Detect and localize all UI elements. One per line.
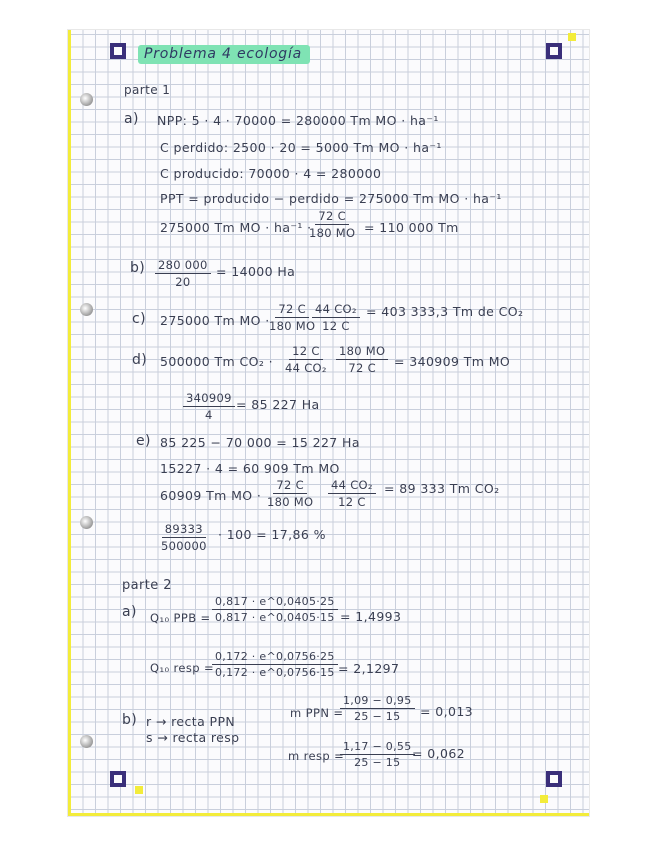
section-heading-parte2: parte 2	[122, 578, 172, 593]
e-line1: 85 225 − 70 000 = 15 227 Ha	[160, 435, 360, 450]
c-fraction-1-den: 180 MO	[269, 319, 316, 333]
a-fraction-den: 180 MO	[309, 226, 356, 240]
m-ppn-den: 25 − 15	[354, 710, 401, 723]
d-fraction-3-den: 4	[205, 408, 213, 422]
e-fraction-1-den: 180 MO	[267, 495, 314, 509]
e-line2: 15227 · 4 = 60 909 Tm MO	[160, 461, 340, 476]
q10-ppb-label: Q₁₀ PPB =	[150, 611, 211, 625]
m-ppn-result: = 0,013	[420, 704, 474, 719]
item-label-d: d)	[132, 352, 148, 368]
b-result: = 14000 Ha	[216, 264, 296, 279]
q10-ppb-fraction	[212, 595, 338, 624]
b-fraction-num: 280 000	[155, 258, 211, 274]
m-ppn-label: m PPN =	[290, 706, 344, 720]
c-fraction-1	[266, 302, 318, 333]
c-prefix: 275000 Tm MO ·	[160, 313, 270, 328]
item-label-a: a)	[124, 111, 139, 127]
binder-hole-3	[80, 516, 93, 529]
a-fraction	[306, 209, 358, 240]
s-recta-resp: s → recta resp	[146, 730, 240, 745]
yellow-square-bottom-right	[540, 795, 548, 803]
m-resp-fraction	[340, 740, 415, 769]
m-ppn-fraction	[340, 694, 415, 723]
corner-mark-bottom-left	[110, 771, 126, 787]
m-resp-num: 1,17 − 0,55	[340, 740, 415, 755]
q10-ppb-den: 0,817 · e^0,0405·15	[215, 611, 335, 624]
npp-line: NPP: 5 · 4 · 70000 = 280000 Tm MO · ha⁻¹	[157, 113, 439, 128]
c-fraction-2-den: 12 C	[322, 319, 350, 333]
d-prefix: 500000 Tm CO₂ ·	[160, 354, 274, 369]
d-fraction-3	[183, 391, 235, 422]
b-fraction-den: 20	[175, 275, 191, 289]
r-recta-ppn: r → recta PPN	[146, 714, 236, 729]
e-result-2: · 100 = 17,86 %	[218, 527, 326, 542]
p2-item-label-a: a)	[122, 604, 137, 620]
item-label-b: b)	[130, 260, 146, 276]
page-title: Problema 4 ecología	[138, 45, 310, 64]
q10-resp-fraction	[212, 650, 338, 679]
c-result: = 403 333,3 Tm de CO₂	[366, 304, 524, 319]
d-fraction-1-den: 44 CO₂	[285, 361, 327, 375]
binder-hole-2	[80, 303, 93, 316]
d-fraction-3-num: 340909	[183, 391, 235, 407]
a-line5-prefix: 275000 Tm MO · ha⁻¹ ·	[160, 220, 312, 235]
e-fraction-2-den: 12 C	[338, 495, 366, 509]
c-fraction-2-num: 44 CO₂	[312, 302, 360, 318]
e-fraction-3-num: 89333	[162, 522, 206, 538]
a-line5-result: = 110 000 Tm	[364, 220, 459, 235]
q10-ppb-result: = 1,4993	[340, 609, 402, 624]
q10-resp-den: 0,172 · e^0,0756·15	[215, 666, 335, 679]
c-producido-line: C producido: 70000 · 4 = 280000	[160, 166, 382, 181]
ppt-line: PPT = producido − perdido = 275000 Tm MO · ha⁻¹	[160, 191, 502, 206]
corner-mark-bottom-right	[546, 771, 562, 787]
yellow-square-top-right	[568, 33, 576, 41]
corner-mark-top-right	[546, 43, 562, 59]
q10-resp-result: = 2,1297	[338, 661, 400, 676]
e-fraction-1	[264, 478, 316, 509]
section-heading-parte1: parte 1	[124, 83, 171, 97]
e-fraction-3	[158, 522, 210, 553]
q10-ppb-num: 0,817 · e^0,0405·25	[212, 595, 338, 610]
e-fraction-2	[328, 478, 376, 509]
binder-hole-1	[80, 93, 93, 106]
c-perdido-line: C perdido: 2500 · 20 = 5000 Tm MO · ha⁻¹	[160, 140, 442, 155]
c-fraction-2	[312, 302, 360, 333]
d-fraction-2-den: 72 C	[348, 361, 376, 375]
m-resp-result: = 0,062	[412, 746, 466, 761]
m-ppn-num: 1,09 − 0,95	[340, 694, 415, 709]
p2-item-label-b: b)	[122, 712, 138, 728]
e-fraction-3-den: 500000	[161, 539, 207, 553]
yellow-square-bottom-left	[135, 786, 143, 794]
d-fraction-1	[282, 344, 330, 375]
a-fraction-num: 72 C	[315, 209, 349, 225]
m-resp-den: 25 − 15	[354, 756, 401, 769]
d-result-2: = 85 227 Ha	[236, 397, 320, 412]
q10-resp-num: 0,172 · e^0,0756·25	[212, 650, 338, 665]
e-fraction-2-num: 44 CO₂	[328, 478, 376, 494]
item-label-e: e)	[136, 433, 151, 449]
c-fraction-1-num: 72 C	[275, 302, 309, 318]
e-result: = 89 333 Tm CO₂	[384, 481, 500, 496]
corner-mark-top-left	[110, 43, 126, 59]
e-prefix: 60909 Tm MO ·	[160, 488, 262, 503]
item-label-c: c)	[132, 311, 146, 327]
binder-hole-4	[80, 735, 93, 748]
q10-resp-label: Q₁₀ resp =	[150, 661, 215, 675]
b-fraction	[155, 258, 211, 289]
d-result: = 340909 Tm MO	[394, 354, 511, 369]
d-fraction-1-num: 12 C	[289, 344, 323, 360]
e-fraction-1-num: 72 C	[273, 478, 307, 494]
d-fraction-2-num: 180 MO	[336, 344, 388, 360]
m-resp-label: m resp =	[288, 749, 345, 763]
d-fraction-2	[336, 344, 388, 375]
